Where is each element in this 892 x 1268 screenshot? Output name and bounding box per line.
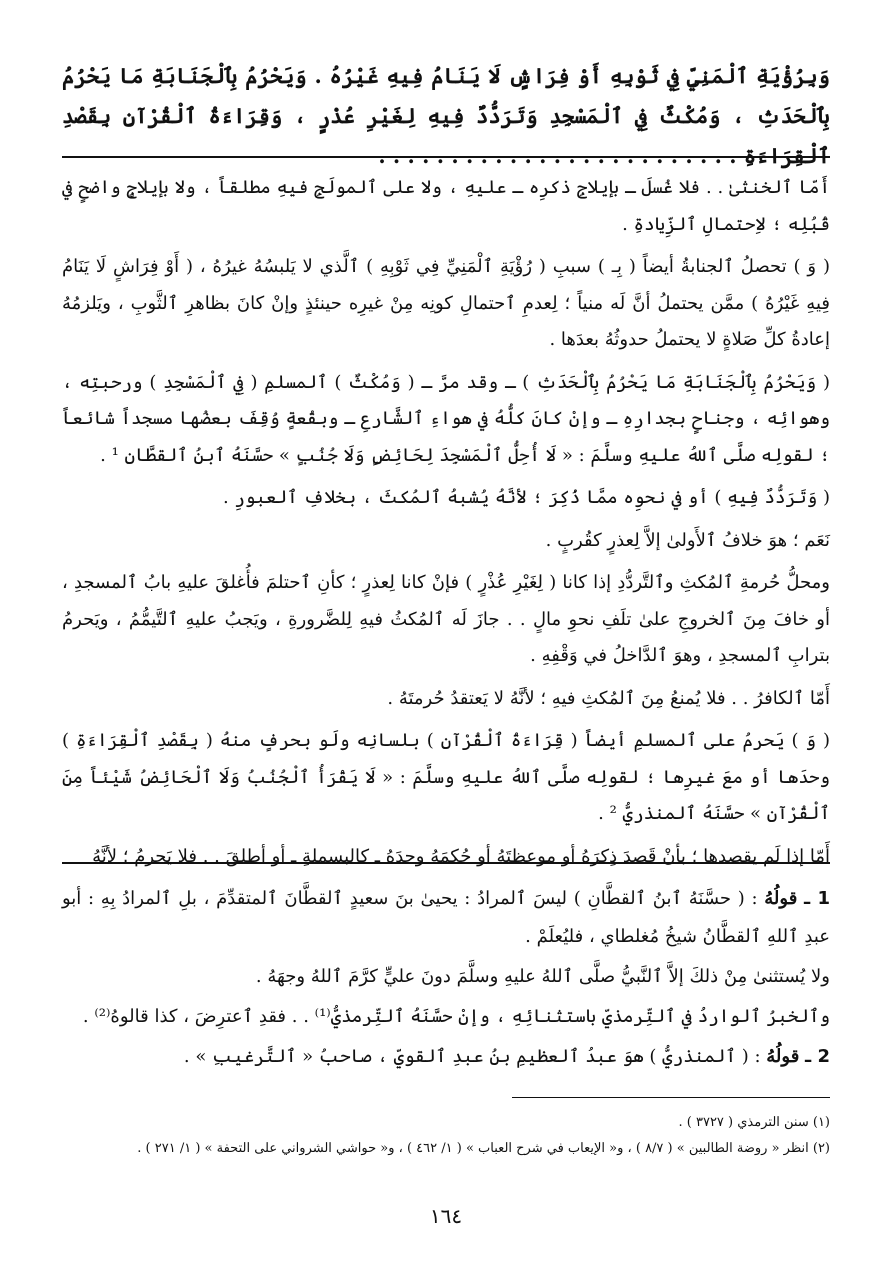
note-paragraph	[62, 1038, 830, 1076]
commentary-paragraph: نَعَم ؛ هوَ خلافُ ٱلأَولىٰ إلاَّ لِعذرٍ كقُربٍ .	[545, 529, 830, 551]
main-text-block	[62, 56, 830, 176]
note-label: قولُهُ	[766, 1046, 800, 1067]
note-number: 1 ـ	[804, 888, 830, 909]
note-text: ولا يُستثنىٰ مِنْ ذلكَ إلاَّ ٱلنَّبيُّ صلَّى ٱللهُ عليهِ وسلَّمَ دونَ عليٍّ كرَّمَ ٱللهُ وجهَهُ .	[255, 966, 830, 987]
footnote: (٢) انظر « روضة الطالبين » ( ٨/٧ ) ، و« الإيعاب في شرح العباب » ( ١/ ٤٦٢ ) ، و« حواشي الشرواني على التحفة » ( ١/ ٢٧١ ) .	[137, 1141, 830, 1156]
note-paragraph	[62, 998, 830, 1036]
note-paragraph	[62, 958, 830, 996]
commentary-paragraph: ومحلُّ حُرمةِ ٱلمُكثِ وٱلتَّردُّدِ إذا كانا ( لِغَيْرِ عُذْرٍ ) فإنْ كانا لِعذرٍ ؛ كأنِ ٱحتلمَ فأُغلقَ عليهِ بابُ ٱلمسجدِ ، أو خافَ مِنَ ٱلخروجِ علىٰ تلَفِ نحوِ مالٍ . . جازَ لَه ٱلمُكثُ فيهِ لِلضَّرورةِ ، ويَجبُ عليهِ ٱلتَّيمُّمُ ، ويَحرمُ بترابِ ٱلمسجدِ ، وهوَ ٱلدَّاخلُ في وَقْفِهِ .	[62, 572, 830, 666]
marginal-notes	[62, 880, 830, 1078]
commentary-paragraph: ( وَ ) يَحرمُ على ٱلمسلمِ أيضاً ( قِرَاءَةُ ٱلْقُرْآنِ ) بلسانِه ولَو بحرفٍ منهُ ( بِقَصْدِ ٱلْقِرَاءَةِ ) وحدَها أو معَ غيرِها ؛ لقولِه صلَّى ٱللهُ عليهِ وسلَّمَ : « لَا يَقْرَأُ ٱلْجُنُبُ وَلَا ٱلْحَائِضُ شَيْئاً مِنَ ٱلْقُرْآنِ » حسَّنَهُ ٱلمنذريُّ ² .	[62, 730, 830, 824]
commentary-paragraph: أَمّا ٱلكافرُ . . فلا يُمنعُ مِنَ ٱلمُكثِ فيهِ ؛ لأنَّهُ لا يَعتقدُ حُرمتَهُ .	[387, 687, 830, 709]
commentary-block	[62, 170, 830, 881]
separator-rule-footnotes	[512, 1097, 830, 1098]
note-paragraph	[62, 880, 830, 956]
commentary-paragraph: أَمّا إذا لَم يقصدها ؛ بأنْ قَصدَ ذِكرَهُ أو موعظتَهُ أو حُكمَهُ وحدَهُ ـ كالبسملةِ ـ أو أطلقَ . . فلا يَحرمُ ؛ لأنَّهُ	[92, 845, 830, 867]
commentary-paragraph: ( وَتَرَدُّدٌ فِيهِ ) أو في نحوِه ممَّا ذُكِرَ ؛ لأنَّهُ يُشبهُ ٱلمُكثَ ، بخلافِ ٱلعبورِ .	[222, 487, 830, 508]
commentary-paragraph: ( وَيَحْرُمُ بِٱلْجَنَابَةِ مَا يَحْرُمُ بِٱلْحَدَثِ ) ـ وقد مرَّ ـ ( وَمُكْثٌ ) ٱلمسلمِ ( فِي ٱلْمَسْجِدِ ) ورحبتِه ، وهوائِه ، وجناحٍ بجدارِهِ ـ وإنْ كانَ كلُّهُ في هواءِ ٱلشَّارعِ ـ وبقُعةٍ وُقِفَ بعضُها مسجداً شائعاً ؛ لقولِه صلَّى ٱللهُ عليهِ وسلَّمَ : « لَا أُحِلُّ ٱلْمَسْجِدَ لِحَائِضٍ وَلَا جُنُبٍ » حسَّنَهُ ٱبنُ ٱلقطَّانِ ¹ .	[62, 371, 830, 466]
note-text: وٱلخبرُ ٱلواردُ في ٱلتِّرمذيِّ باستثنائِهِ ، وإنْ حسَّنَهُ ٱلتِّرمذيُّ⁽¹⁾ . . فقدِ ٱعترِضَ ، كذا قالوهُ⁽²⁾ .	[82, 1006, 830, 1027]
note-text: : ( ٱلمنذريُّ ) هوَ عبدُ ٱلعظيمِ بنُ عبدِ ٱلقويِّ ، صاحبُ « ٱلتَّرغيبِ » .	[183, 1046, 761, 1067]
page-number: ١٦٤	[429, 1204, 463, 1228]
note-number: 2 ـ	[805, 1046, 830, 1067]
footnotes	[62, 1110, 830, 1162]
commentary-paragraph: ( وَ ) تحصلُ ٱلجنابةُ أيضاً ( بِـ ) سببِ ( رُؤْيَةِ ٱلْمَنِيِّ فِي ثَوْبِهِ ) ٱلَّذي لا يَلبسُهُ غيرُهُ ، ( أَوْ فِرَاشٍ لَا يَنَامُ فِيهِ غَيْرُهُ ) ممَّن يحتملُ أنَّ لَه منياً ؛ لِعدمِ ٱحتمالِ كونِه مِنْ غيرِه حينئذٍ وإنْ كانَ بظاهرِ ٱلثَّوبِ ، ويَلزمُهُ إعادةُ كلِّ صَلاةٍ لا يحتملُ حدوثُهُ بعدَها .	[62, 256, 830, 350]
main-text-line: وَبِرُؤْيَةِ ٱلْمَنِيِّ فِي ثَوْبِهِ أَوْ فِرَاشٍ لَا يَنَامُ فِيهِ غَيْرُهُ . وَيَحْرُمُ بِٱلْجَنَابَةِ مَا يَحْرُمُ بِٱلْحَدَثِ ، وَمُكْثٌ فِي ٱلْمَسْجِدِ وَتَرَدُّدٌ فِيهِ لِغَيْرِ عُذْرٍ ، وَقِرَاءَةُ ٱلْقُرْآنِ بِقَصْدِ ٱلْقِرَاءَةِ . . . . . . . . . . . . . . . . . . . . . . . . .	[62, 63, 830, 168]
separator-rule-notes	[62, 862, 830, 864]
note-text: : ( حسَّنَهُ ٱبنُ ٱلقطَّانِ ) ليسَ ٱلمرادُ : يحيىٰ بنَ سعيدٍ ٱلقطَّانَ ٱلمتقدِّمَ ، بلِ ٱلمرادُ بِهِ : أبو عبدِ ٱللهِ ٱلقطَّانُ شيخُ مُغلطاي ، فليُعلَمْ .	[62, 888, 830, 947]
footnote: (١) سنن الترمذي ( ٣٧٢٧ ) .	[678, 1115, 830, 1130]
commentary-paragraph: أَمّا ٱلخنثىٰ . . فلا غُسلَ ـ بإيلاجِ ذكرِه ـ عليهِ ، ولا على ٱلمولَجِ فيهِ مطلقاً ، ولا بإيلاجٍ واضحٍ في قُبُلِه ؛ لاِحتمالِ ٱلزِّيادةِ .	[62, 177, 830, 235]
separator-rule-top	[62, 156, 830, 158]
note-label: قولُهُ	[764, 888, 798, 909]
